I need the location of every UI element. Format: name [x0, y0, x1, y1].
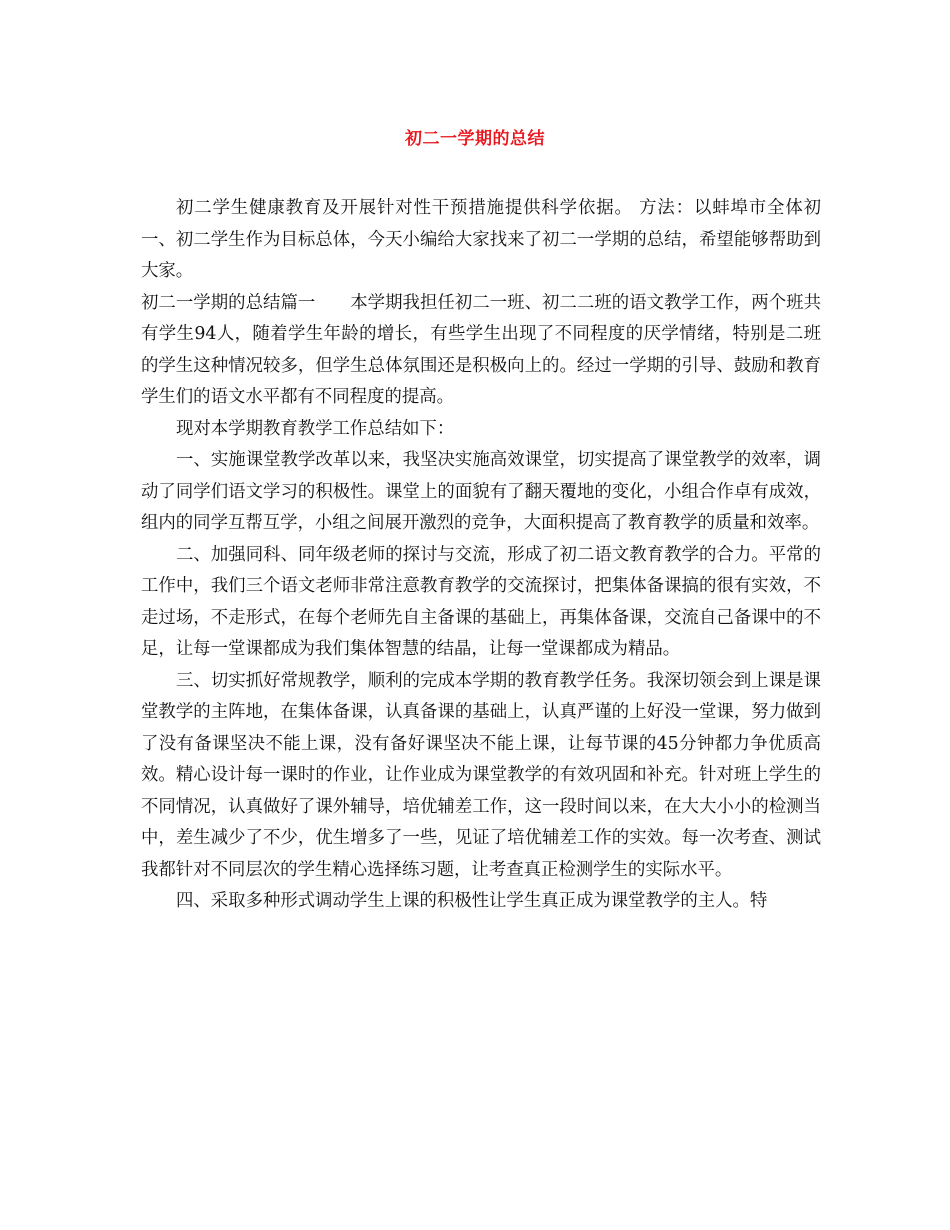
paragraph-point-one: 一、实施课堂教学改革以来，我坚决实施高效课堂，切实提高了课堂教学的效率，调动了同学们语文学习的积极性。课堂上的面貌有了翻天覆地的变化，小组合作卓有成效，组内的同学互帮互学，小组之间展开激烈的竞争，大面积提高了教育教学的质量和效率。 [141, 450, 821, 533]
paragraph-summary-lead: 现对本学期教育教学工作总结如下： [176, 418, 455, 439]
paragraph-point-three: 三、切实抓好常规教学，顺利的完成本学期的教育教学任务。我深切领会到上课是课堂教学的主阵地，在集体备课，认真备课的基础上，认真严谨的上好没一堂课，努力做到了没有备课坚决不能上课，没有备好课坚决不能上课，让每节课的45分钟都力争优质高效。精心设计每一课时的作业，让作业成为课堂教学的有效巩固和补充。针对班上学生的不同情况，认真做好了课外辅导，培优辅差工作，这一段时间以来，在大大小小的检测当中，差生减少了不少，优生增多了一些，见证了培优辅差工作的实效。每一次考查、测试我都针对不同层次的学生精心选择练习题，让考查真正检测学生的实际水平。 [141, 670, 821, 880]
paragraph-point-two: 二、加强同科、同年级老师的探讨与交流，形成了初二语文教育教学的合力。平常的工作中，我们三个语文老师非常注意教育教学的交流探讨，把集体备课搞的很有实效，不走过场，不走形式，在每个老师先自主备课的基础上，再集体备课，交流自己备课中的不足，让每一堂课都成为我们集体智慧的结晶，让每一堂课都成为精品。 [141, 544, 821, 659]
document-title: 初二一学期的总结 [405, 129, 545, 149]
paragraph-intro: 初二学生健康教育及开展针对性干预措施提供科学依据。 方法：以蚌埠市全体初一、初二学生作为目标总体，今天小编给大家找来了初二一学期的总结，希望能够帮助到大家。 [141, 198, 821, 281]
paragraph-section-one-start: 初二一学期的总结篇一 本学期我担任初二一班、初二二班的语文教学工作，两个班共有学生94人，随着学生年龄的增长，有些学生出现了不同程度的厌学情绪，特别是二班的学生这种情况较多，但学生总体氛围还是积极向上的。经过一学期的引导、鼓励和教育学生们的语文水平都有不同程度的提高。 [141, 292, 821, 407]
document-body [141, 193, 821, 918]
paragraph-point-four: 四、采取多种形式调动学生上课的积极性让学生真正成为课堂教学的主人。特 [176, 891, 768, 911]
